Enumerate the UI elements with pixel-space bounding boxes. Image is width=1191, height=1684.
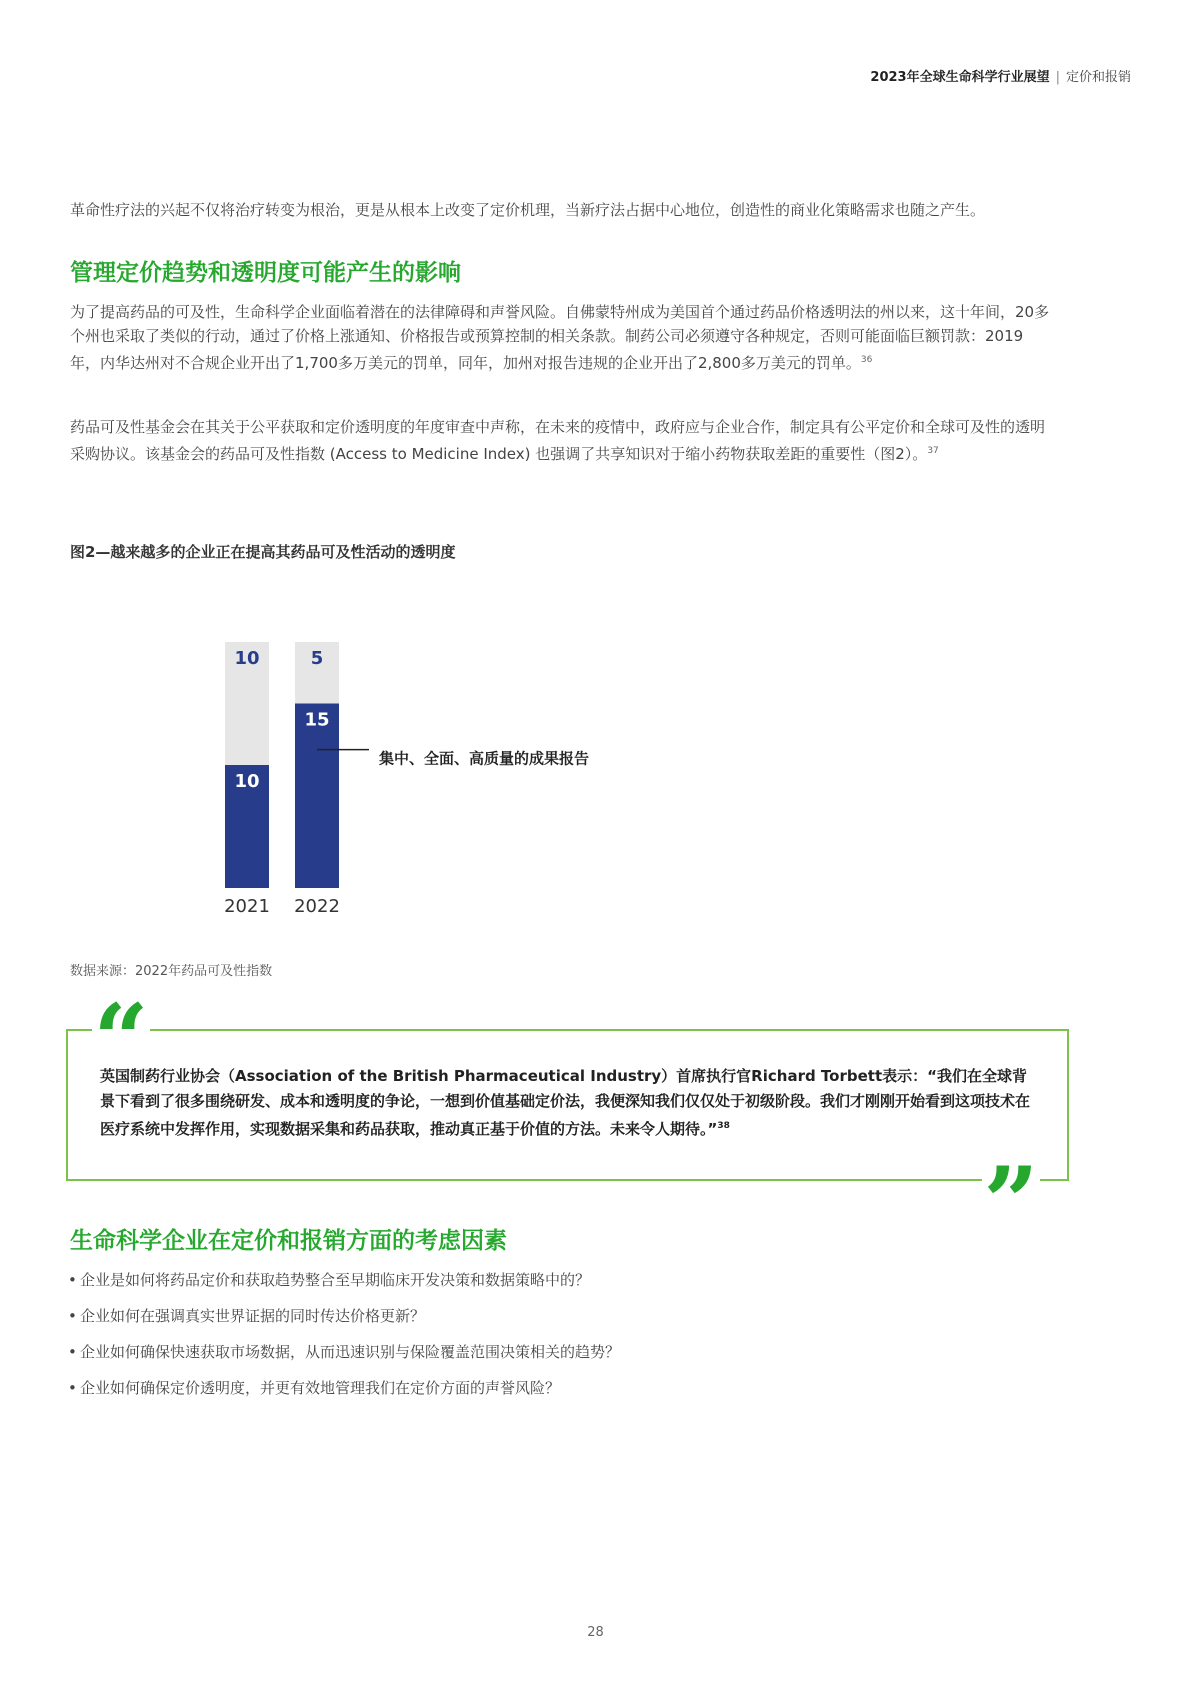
- section-name: 定价和报销: [1065, 70, 1131, 85]
- data-label: 5: [310, 648, 324, 669]
- open-quote-icon: “: [93, 983, 149, 1096]
- considerations-list: [68, 1268, 620, 1412]
- bar-2022-series-0: [295, 704, 339, 889]
- section1-paragraph-1: [70, 300, 1050, 375]
- bullet-icon: •: [68, 1271, 77, 1289]
- data-label: 10: [234, 648, 260, 669]
- list-item: [68, 1340, 620, 1376]
- figure-source: 数据来源：2022年药品可及性指数: [70, 964, 273, 979]
- bullet-icon: •: [68, 1343, 77, 1361]
- list-item: [68, 1376, 620, 1412]
- list-item-text: 企业如何在强调真实世界证据的同时传达价格更新？: [80, 1307, 426, 1325]
- footnote-ref: 38: [717, 1121, 730, 1131]
- paragraph-text: 药品可及性基金会在其关于公平获取和定价透明度的年度审查中声称，在未来的疫情中，政府应与企业合作，制定具有公平定价和全球可及性的透明采购协议。该基金会的药品可及性指数 (Access to Medicine Index) 也强调了共享知识对于缩小药物获取差距的重要性（图2）。: [70, 418, 1046, 463]
- close-quote-icon: ”: [983, 1146, 1039, 1259]
- bullet-icon: •: [68, 1379, 77, 1397]
- intro-paragraph: 革命性疗法的兴起不仅将治疗转变为根治，更是从根本上改变了定价机理，当新疗法占据中心地位，创造性的商业化策略需求也随之产生。: [70, 201, 986, 219]
- quote-text: [100, 1064, 1030, 1142]
- list-item: [68, 1304, 620, 1340]
- list-item: [68, 1268, 620, 1304]
- quote-body: 英国制药行业协会（Association of the British Pharmaceutical Industry）首席执行官Richard Torbett表示：“我们在全球背景下看到了很多围绕研发、成本和透明度的争论，一想到价值基础定价法，我便深知我们仅仅处于初级阶段。我们才刚刚开始看到这项技术在医疗系统中发挥作用，实现数据采集和药品获取，推动真正基于价值的方法。未来令人期待。”: [100, 1067, 1031, 1138]
- section1-paragraph-2: [70, 415, 1050, 466]
- annotation-label: 集中、全面、高质量的成果报告: [379, 749, 590, 768]
- report-title: 2023年全球生命科学行业展望: [870, 70, 1050, 85]
- page-number: 28: [587, 1625, 604, 1640]
- list-item-text: 企业是如何将药品定价和获取趋势整合至早期临床开发决策和数据策略中的？: [80, 1271, 591, 1289]
- list-item-text: 企业如何确保定价透明度，并更有效地管理我们在定价方面的声誉风险？: [80, 1379, 561, 1397]
- stacked-bar-chart: [200, 630, 660, 920]
- header-separator: |: [1055, 70, 1060, 85]
- footnote-ref: 37: [927, 446, 939, 456]
- data-label: 15: [304, 709, 330, 731]
- section2-heading: 生命科学企业在定价和报销方面的考虑因素: [70, 1228, 507, 1254]
- figure-title: 图2—越来越多的企业正在提高其药品可及性活动的透明度: [70, 543, 456, 561]
- list-item-text: 企业如何确保快速获取市场数据，从而迅速识别与保险覆盖范围决策相关的趋势？: [80, 1343, 621, 1361]
- tick-label: 2022: [294, 896, 340, 917]
- page-header: [870, 66, 1131, 85]
- tick-label: 2021: [224, 896, 270, 917]
- section1-heading: 管理定价趋势和透明度可能产生的影响: [70, 260, 461, 286]
- bullet-icon: •: [68, 1307, 77, 1325]
- paragraph-text: 为了提高药品的可及性，生命科学企业面临着潜在的法律障碍和声誉风险。自佛蒙特州成为美国首个通过药品价格透明法的州以来，这十年间，20多个州也采取了类似的行动，通过了价格上涨通知、价格报告或预算控制的相关条款。制药公司必须遵守各种规定，否则可能面临巨额罚款：2019年，内华达州对不合规企业开出了1,700多万美元的罚单，同年，加州对报告违规的企业开出了2,800多万美元的罚单。: [70, 303, 1050, 372]
- footnote-ref: 36: [860, 355, 873, 365]
- data-label: 10: [234, 771, 260, 792]
